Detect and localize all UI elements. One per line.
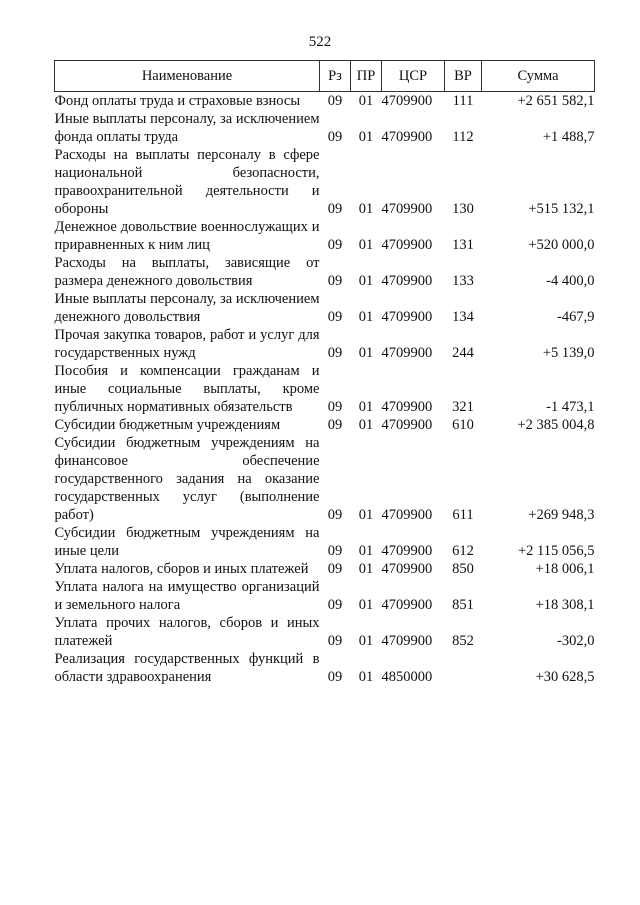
cell-rz: 09: [327, 633, 343, 649]
cell-csr: 4709900: [381, 543, 433, 559]
table-row: [55, 92, 595, 111]
cell-rz: 09: [327, 669, 343, 685]
cell-sum: -302,0: [557, 633, 595, 649]
cell-name: Реализация государственных функций в области здравоохранения: [54, 651, 320, 685]
table-row: [55, 524, 595, 560]
table-row: [55, 326, 595, 362]
cell-csr: 4709900: [381, 237, 433, 253]
cell-sum: -467,9: [557, 309, 595, 325]
column-header-csr: ЦСР: [382, 61, 445, 92]
cell-name: Субсидии бюджетным учреждениям: [54, 417, 281, 433]
cell-rz: 09: [327, 507, 343, 523]
column-header-rz: Рз: [320, 61, 351, 92]
cell-vr: 244: [452, 345, 474, 361]
cell-vr: 611: [452, 507, 474, 523]
cell-pr: 01: [358, 669, 374, 685]
table-row: [55, 434, 595, 524]
cell-pr: 01: [358, 597, 374, 613]
budget-table: [54, 60, 595, 686]
cell-sum: +269 948,3: [528, 507, 595, 523]
cell-rz: 09: [327, 93, 343, 109]
cell-name: Денежное довольствие военнослужащих и приравненных к ним лиц: [54, 219, 320, 253]
cell-vr: 612: [452, 543, 474, 559]
cell-pr: 01: [358, 399, 374, 415]
cell-pr: 01: [358, 417, 374, 433]
table-row: [55, 218, 595, 254]
table-row: [55, 146, 595, 218]
cell-vr: 133: [452, 273, 474, 289]
cell-vr: 112: [452, 129, 474, 145]
cell-csr: 4709900: [381, 561, 433, 577]
cell-rz: 09: [327, 561, 343, 577]
cell-name: Прочая закупка товаров, работ и услуг для государственных нужд: [54, 327, 320, 361]
cell-rz: 09: [327, 129, 343, 145]
cell-sum: -4 400,0: [546, 273, 595, 289]
cell-pr: 01: [358, 201, 374, 217]
cell-rz: 09: [327, 345, 343, 361]
cell-sum: +18 006,1: [535, 561, 595, 577]
cell-pr: 01: [358, 507, 374, 523]
cell-rz: 09: [327, 237, 343, 253]
cell-sum: +5 139,0: [542, 345, 595, 361]
cell-rz: 09: [327, 597, 343, 613]
cell-name: Уплата налога на имущество организаций и земельного налога: [54, 579, 320, 613]
cell-rz: 09: [327, 201, 343, 217]
cell-sum: +2 651 582,1: [517, 93, 595, 109]
cell-rz: 09: [327, 417, 343, 433]
cell-name: Расходы на выплаты, зависящие от размера денежного довольствия: [54, 255, 320, 289]
cell-csr: 4709900: [381, 273, 433, 289]
cell-csr: 4709900: [381, 417, 433, 433]
table-row: [55, 614, 595, 650]
cell-name: Субсидии бюджетным учреждениям на финансовое обеспечение государственного задания на оказание государственных услуг (выполнение работ): [54, 435, 320, 523]
cell-pr: 01: [358, 345, 374, 361]
cell-vr: 852: [452, 633, 474, 649]
table-row: [55, 362, 595, 416]
cell-name: Субсидии бюджетным учреждениям на иные цели: [54, 525, 320, 559]
cell-csr: 4850000: [381, 669, 433, 685]
table-row: [55, 290, 595, 326]
cell-pr: 01: [358, 543, 374, 559]
cell-sum: +2 115 056,5: [517, 543, 595, 559]
cell-pr: 01: [358, 93, 374, 109]
cell-csr: 4709900: [381, 633, 433, 649]
cell-name: Уплата прочих налогов, сборов и иных платежей: [54, 615, 320, 649]
cell-rz: 09: [327, 309, 343, 325]
cell-csr: 4709900: [381, 399, 433, 415]
column-header-vr: ВР: [445, 61, 482, 92]
cell-name: Уплата налогов, сборов и иных платежей: [54, 561, 309, 577]
cell-name: Расходы на выплаты персоналу в сфере национальной безопасности, правоохранительной деятельности и обороны: [54, 147, 320, 217]
cell-csr: 4709900: [381, 201, 433, 217]
table-row: [55, 650, 595, 686]
cell-sum: +18 308,1: [535, 597, 595, 613]
cell-rz: 09: [327, 399, 343, 415]
cell-csr: 4709900: [381, 345, 433, 361]
table-row: [55, 560, 595, 578]
cell-name: Иные выплаты персоналу, за исключением фонда оплаты труда: [54, 111, 320, 145]
column-header-sum: Сумма: [482, 61, 595, 92]
table-header-row: [55, 61, 595, 92]
table-row: [55, 110, 595, 146]
table-body: [55, 92, 595, 687]
table-row: [55, 578, 595, 614]
cell-vr: 130: [452, 201, 474, 217]
cell-sum: +520 000,0: [528, 237, 595, 253]
cell-vr: 131: [452, 237, 474, 253]
cell-vr: 850: [452, 561, 474, 577]
cell-vr: [445, 650, 482, 686]
cell-name: Иные выплаты персоналу, за исключением денежного довольствия: [54, 291, 320, 325]
column-header-pr: ПР: [351, 61, 382, 92]
cell-rz: 09: [327, 273, 343, 289]
cell-vr: 610: [452, 417, 474, 433]
cell-csr: 4709900: [381, 597, 433, 613]
cell-sum: +30 628,5: [535, 669, 595, 685]
cell-pr: 01: [358, 129, 374, 145]
page-number: 522: [308, 34, 332, 50]
cell-vr: 111: [452, 93, 474, 109]
cell-sum: +515 132,1: [528, 201, 595, 217]
cell-vr: 134: [452, 309, 474, 325]
cell-vr: 851: [452, 597, 474, 613]
cell-name: Фонд оплаты труда и страховые взносы: [54, 93, 301, 109]
cell-sum: +1 488,7: [542, 129, 595, 145]
cell-csr: 4709900: [381, 507, 433, 523]
table-row: [55, 254, 595, 290]
cell-pr: 01: [358, 633, 374, 649]
cell-pr: 01: [358, 309, 374, 325]
cell-pr: 01: [358, 273, 374, 289]
cell-csr: 4709900: [381, 309, 433, 325]
cell-csr: 4709900: [381, 93, 433, 109]
cell-pr: 01: [358, 561, 374, 577]
column-header-name: Наименование: [55, 61, 320, 92]
cell-rz: 09: [327, 543, 343, 559]
cell-name: Пособия и компенсации гражданам и иные социальные выплаты, кроме публичных нормативных обязательств: [54, 363, 320, 415]
cell-csr: 4709900: [381, 129, 433, 145]
cell-sum: +2 385 004,8: [517, 417, 595, 433]
cell-sum: -1 473,1: [546, 399, 595, 415]
cell-vr: 321: [452, 399, 474, 415]
table-row: [55, 416, 595, 434]
cell-pr: 01: [358, 237, 374, 253]
